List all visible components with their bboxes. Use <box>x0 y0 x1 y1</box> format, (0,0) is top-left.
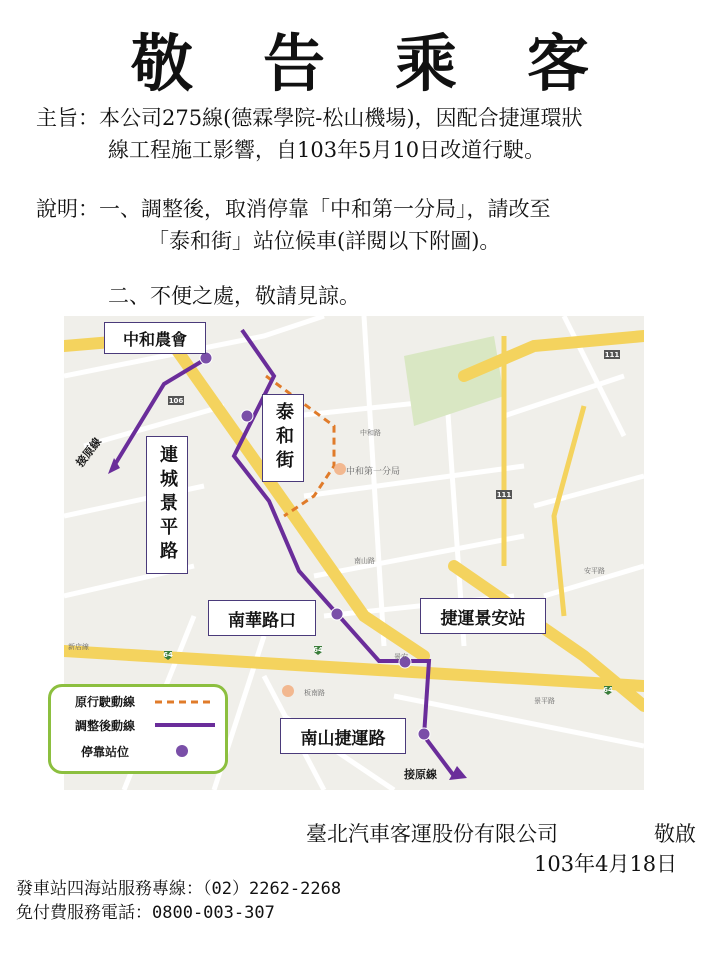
title-char: 乘 <box>395 27 458 100</box>
title-char: 告 <box>262 27 325 100</box>
route-badge: 106 <box>168 397 184 405</box>
route-badge: 64 <box>603 686 613 694</box>
legend-original <box>51 691 225 711</box>
stop-label-taihe: 泰和街 <box>262 394 304 482</box>
title-char: 客 <box>527 27 590 100</box>
company-name: 臺北汽車客運股份有限公司 <box>306 822 558 846</box>
legend-original-swatch <box>155 700 215 704</box>
legend-original-label: 原行駛動線 <box>75 694 136 709</box>
subject-line1 <box>36 102 583 134</box>
landmark-marker <box>282 685 294 697</box>
transfer-label-top: 接原線 <box>73 435 105 470</box>
explanation-item1-b: 「泰和街」站位候車(詳閱以下附圖)。 <box>148 229 501 253</box>
street-label: 安平路 <box>584 567 605 575</box>
street-label: 新店線 <box>68 643 89 651</box>
subject-line2: 線工程施工影響，自103年5月10日改道行駛。 <box>108 138 546 162</box>
explanation-item1-a: 一、調整後，取消停靠「中和第一分局」，請改至 <box>99 197 551 221</box>
stop-label-nanhua: 南華路口 <box>208 600 316 636</box>
stop-label-liancheng: 連城景平路 <box>146 436 188 574</box>
street-label: 景平路 <box>534 697 555 705</box>
route-badge: 111 <box>496 491 512 499</box>
subject-text-1: 本公司275線(德霖學院-松山機場)，因配合捷運環狀 <box>99 106 583 130</box>
closing: 敬啟 <box>654 822 696 846</box>
contact-line-2: 免付費服務電話：0800-003-307 <box>16 903 275 923</box>
map-legend <box>48 684 228 774</box>
street-label: 南山路 <box>354 557 375 565</box>
legend-adjusted-swatch <box>155 723 215 728</box>
notice-title <box>0 14 720 100</box>
legend-adjusted-label: 調整後動線 <box>75 718 136 733</box>
legend-stop-label: 停靠站位 <box>81 744 130 759</box>
route-badge: 64 <box>163 651 173 659</box>
route-badge: 111 <box>604 351 620 359</box>
street-label: 景安 <box>394 653 408 661</box>
subject-label: 主旨： <box>36 106 99 130</box>
route-badge: 64 <box>313 646 323 654</box>
contact-line-1: 發車站四海站服務專線：（02）2262-2268 <box>16 879 342 899</box>
stop-label-jingan: 捷運景安站 <box>420 598 546 634</box>
explanation-line1 <box>36 193 551 225</box>
title-char: 敬 <box>130 27 193 100</box>
stop-label-zhonghe-farmers: 中和農會 <box>104 322 206 354</box>
stop-marker-taihe <box>241 410 253 422</box>
legend-adjusted <box>51 715 225 735</box>
stop-marker-nanshan <box>418 728 430 740</box>
transfer-label-bottom: 接原線 <box>404 768 437 781</box>
explanation-label: 說明： <box>36 197 99 221</box>
legend-stop-swatch <box>175 744 189 758</box>
explanation-item2: 二、不便之處，敬請見諒。 <box>108 284 360 308</box>
branch-office-marker <box>334 463 346 475</box>
legend-stop <box>51 741 225 761</box>
stop-marker-nanhua <box>331 608 343 620</box>
street-label: 中和第一分局 <box>346 467 401 477</box>
street-label: 中和路 <box>360 429 381 437</box>
street-label: 板南路 <box>304 689 325 697</box>
notice-date: 103年4月18日 <box>534 852 678 876</box>
stop-label-nanshan: 南山捷運路 <box>280 718 406 754</box>
